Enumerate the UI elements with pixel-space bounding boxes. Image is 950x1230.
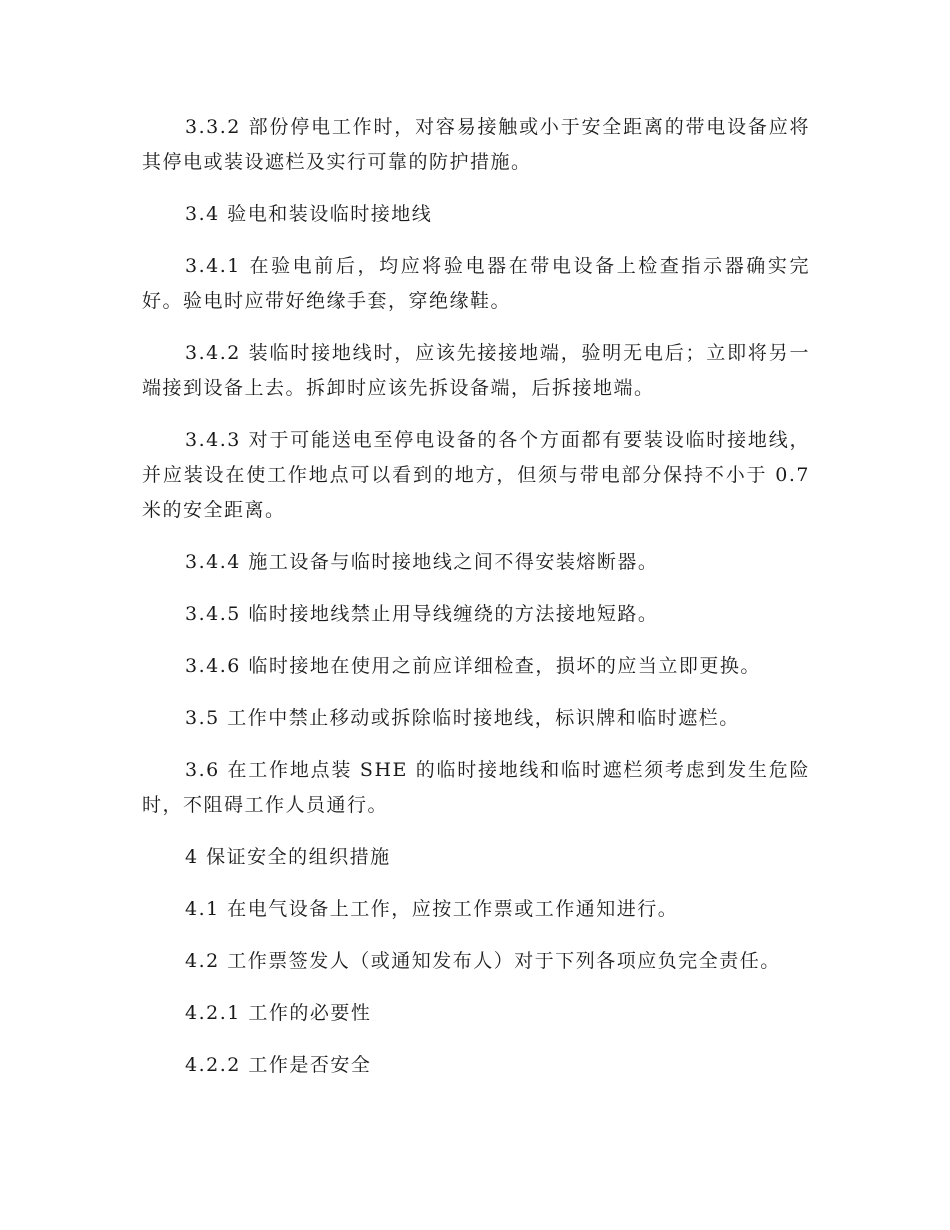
- paragraph-3-4-1: 3.4.1 在验电前后，均应将验电器在带电设备上检查指示器确实完好。验电时应带好绝缘手套，穿绝缘鞋。: [142, 255, 810, 312]
- paragraph-3-3-2: 3.3.2 部份停电工作时，对容易接触或小于安全距离的带电设备应将其停电或装设遮栏及实行可靠的防护措施。: [142, 116, 810, 173]
- paragraph-3-4-3: 3.4.3 对于可能送电至停电设备的各个方面都有要装设临时接地线，并应装设在使工作地点可以看到的地方，但须与带电部分保持不小于 0.7 米的安全距离。: [142, 429, 810, 521]
- paragraph-4-2: 4.2 工作票签发人（或通知发布人）对于下列各项应负完全责任。: [185, 950, 781, 972]
- paragraph-3-4-5: 3.4.5 临时接地线禁止用导线缠绕的方法接地短路。: [185, 603, 659, 625]
- paragraph-4-2-1: 4.2.1 工作的必要性: [185, 1002, 372, 1024]
- heading-3-4: 3.4 验电和装设临时接地线: [185, 203, 433, 225]
- paragraph-3-4-4: 3.4.4 施工设备与临时接地线之间不得安装熔断器。: [185, 551, 659, 573]
- paragraph-3-4-2: 3.4.2 装临时接地线时，应该先接接地端，验明无电后；立即将另一端接到设备上去。拆卸时应该先拆设备端，后拆接地端。: [142, 342, 810, 399]
- paragraph-3-4-6: 3.4.6 临时接地在使用之前应详细检查，损坏的应当立即更换。: [185, 655, 761, 677]
- document-body: [142, 110, 810, 1100]
- paragraph-3-5: 3.5 工作中禁止移动或拆除临时接地线，标识牌和临时遮栏。: [185, 707, 740, 729]
- paragraph-4-1: 4.1 在电气设备上工作，应按工作票或工作通知进行。: [185, 898, 679, 920]
- paragraph-4-2-2: 4.2.2 工作是否安全: [185, 1054, 372, 1076]
- heading-4: 4 保证安全的组织措施: [185, 846, 391, 868]
- paragraph-3-6: 3.6 在工作地点装 SHE 的临时接地线和临时遮栏须考虑到发生危险时，不阻碍工作人员通行。: [142, 759, 810, 816]
